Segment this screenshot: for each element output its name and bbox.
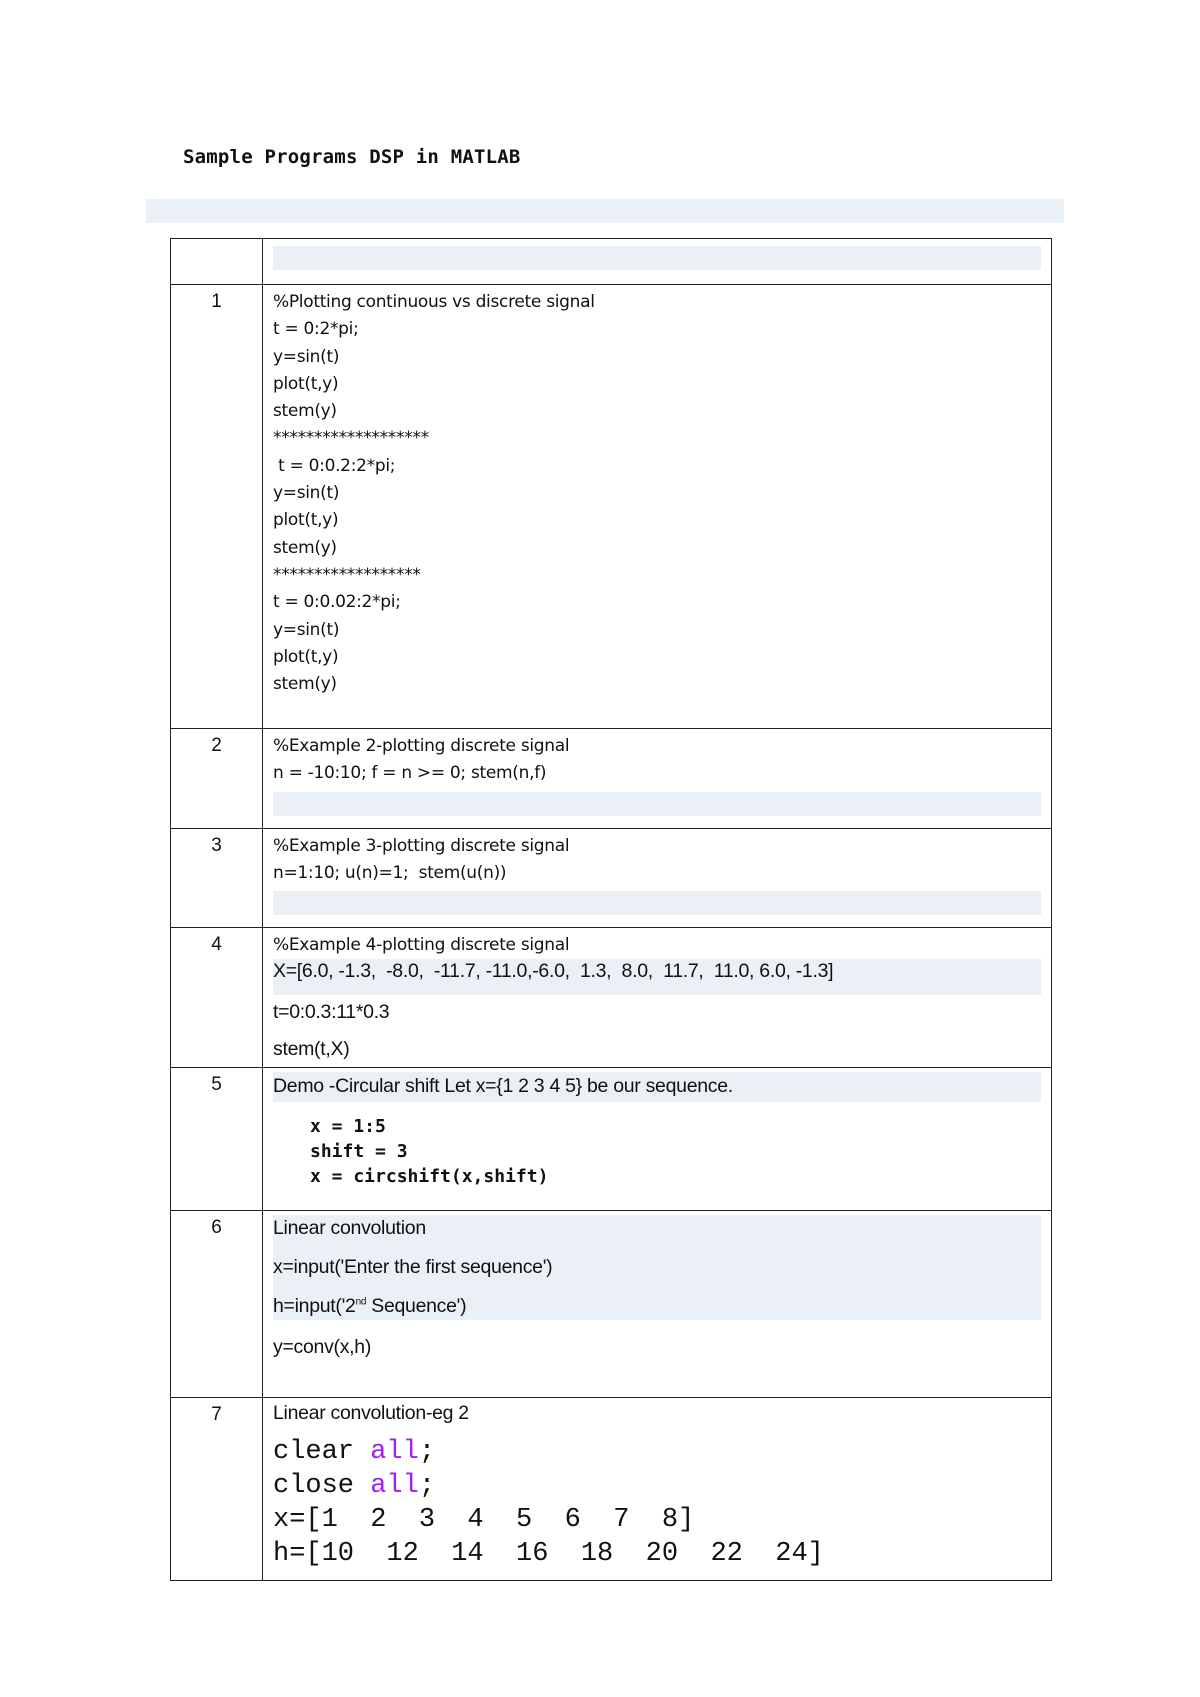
shaded-blank-line	[273, 891, 1041, 915]
table-row	[171, 729, 1052, 829]
separator-line: *******************	[273, 428, 429, 449]
code-line: t = 0:0.2:2*pi;	[273, 455, 396, 476]
code-cell	[263, 1211, 1052, 1398]
code-semicolon: ;	[418, 1437, 436, 1468]
table-row	[171, 1398, 1052, 1581]
code-line: y=sin(t)	[273, 346, 340, 367]
code-cell	[263, 729, 1052, 829]
code-line: stem(t,X)	[273, 1038, 350, 1061]
shaded-block	[273, 1215, 1041, 1320]
table-row	[171, 828, 1052, 928]
code-line: n = -10:10; f = n >= 0; stem(n,f)	[273, 763, 547, 784]
code-line: x=[1 2 3 4 5 6 7 8]	[273, 1505, 695, 1536]
code-line: x=input('Enter the first sequence')	[273, 1256, 553, 1279]
code-line: n=1:10; u(n)=1; stem(u(n))	[273, 862, 507, 883]
code-line: stem(y)	[273, 674, 337, 695]
superscript-text: nd	[355, 1296, 367, 1308]
code-heading: %Example 4-plotting discrete signal	[273, 935, 570, 956]
code-line: t=0:0.3:11*0.3	[273, 1001, 390, 1024]
code-line: %Example 3-plotting discrete signal	[273, 835, 570, 856]
row-number: 5	[171, 1068, 263, 1211]
code-text: h=input('2	[273, 1295, 356, 1318]
code-line: plot(t,y)	[273, 510, 339, 531]
code-cell	[263, 1398, 1052, 1581]
code-keyword-all: all	[370, 1471, 419, 1502]
row-number: 6	[171, 1211, 263, 1398]
table-header-row	[171, 239, 1052, 285]
code-heading: Demo -Circular shift Let x={1 2 3 4 5} be our sequence.	[273, 1072, 1041, 1102]
code-text: Sequence')	[366, 1295, 467, 1318]
code-line: plot(t,y)	[273, 373, 339, 394]
row-number: 1	[171, 285, 263, 729]
code-keyword-clear: clear	[273, 1437, 355, 1468]
code-line: t = 0:2*pi;	[273, 319, 359, 340]
table-row	[171, 928, 1052, 1068]
row-number: 4	[171, 928, 263, 1068]
code-line: %Example 2-plotting discrete signal	[273, 736, 570, 756]
header-num-cell	[171, 239, 263, 285]
code-cell	[263, 285, 1052, 729]
row-number: 2	[171, 729, 263, 829]
code-line: plot(t,y)	[273, 646, 339, 667]
code-cell	[263, 1068, 1052, 1211]
code-line: y=conv(x,h)	[273, 1336, 372, 1359]
header-code-cell	[263, 239, 1052, 285]
code-line: stem(y)	[273, 401, 337, 422]
code-line: h=[10 12 14 16 18 20 22 24]	[273, 1539, 824, 1570]
code-keyword-all: all	[370, 1437, 419, 1468]
row-number: 3	[171, 828, 263, 928]
header-band	[146, 199, 1064, 223]
document-title: Sample Programs DSP in MATLAB	[183, 146, 521, 168]
code-line: y=sin(t)	[273, 619, 340, 640]
code-line: x = circshift(x,shift)	[310, 1166, 549, 1188]
code-heading: Linear convolution-eg 2	[273, 1402, 469, 1425]
code-cell	[263, 928, 1052, 1068]
code-semicolon: ;	[418, 1471, 436, 1502]
table-row	[171, 285, 1052, 729]
separator-line: ******************	[273, 564, 421, 585]
code-line: t = 0:0.02:2*pi;	[273, 592, 401, 613]
code-cell	[263, 828, 1052, 928]
shaded-blank-line	[273, 792, 1041, 816]
code-line: stem(y)	[273, 537, 337, 558]
code-line: X=[6.0, -1.3, -8.0, -11.7, -11.0,-6.0, 1.3, 8.0, 11.7, 11.0, 6.0, -1.3]	[273, 959, 1041, 995]
programs-table	[170, 238, 1052, 1581]
row-number: 7	[171, 1398, 263, 1581]
code-line: y=sin(t)	[273, 483, 340, 504]
code-keyword-close: close	[273, 1471, 355, 1502]
code-line: Linear convolution	[273, 1217, 426, 1240]
code-line: shift = 3	[310, 1141, 408, 1163]
code-line	[273, 1469, 1041, 1503]
table-row	[171, 1068, 1052, 1211]
code-line	[273, 1435, 1041, 1469]
code-line	[273, 1295, 1041, 1318]
table-row	[171, 1211, 1052, 1398]
code-line: x = 1:5	[310, 1116, 386, 1138]
code-line: %Plotting continuous vs discrete signal	[273, 292, 595, 312]
